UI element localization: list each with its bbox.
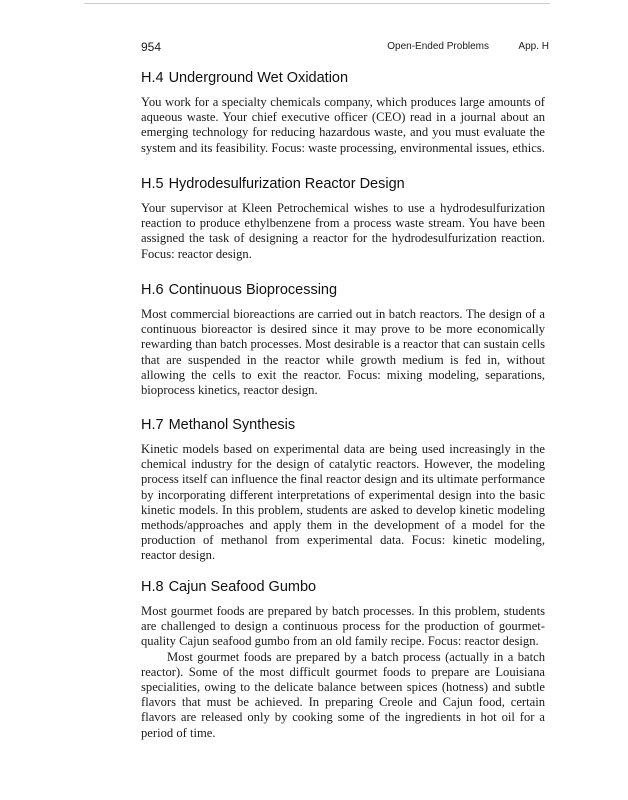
section-number: H.4	[141, 70, 164, 86]
section-heading	[141, 175, 545, 193]
section-number: H.8	[141, 579, 164, 595]
top-rule	[84, 3, 550, 4]
section-paragraph: Most gourmet foods are prepared by batch processes. In this problem, students are challenged to design a continuous process for the production of gourmet-quality Cajun seafood gumbo from an old family recipe. Focus: reactor design.	[141, 604, 545, 649]
section-number: H.6	[141, 282, 164, 298]
section-h6	[141, 281, 545, 398]
section-number: H.5	[141, 176, 164, 192]
section-h8	[141, 578, 545, 741]
section-paragraph: Your supervisor at Kleen Petrochemical wishes to use a hydrodesulfurization reaction to produce ethylbenzene from a process waste stream. You have been assigned the task of designing a reactor for the hydrodesulfurization reaction. Focus: reactor design.	[141, 201, 545, 261]
section-number: H.7	[141, 417, 164, 433]
section-paragraph: Most commercial bioreactions are carried out in batch reactors. The design of a continuous bioreactor is desired since it may prove to be more economically rewarding than batch processes. Most desirable is a reactor that can sustain cells that are suspended in the reactor while growth medium is fed in, without allowing the cells to exit the reactor. Focus: mixing modeling, separations, bioprocess kinetics, reactor design.	[141, 307, 545, 398]
section-paragraph: Most gourmet foods are prepared by a batch process (actually in a batch reactor). Some of the most difficult gourmet foods to prepare are Louisiana specialities, owing to the delicate balance between spices (hotness) and subtle flavors that must be achieved. In preparing Creole and Cajun food, certain flavors are released only by cooking some of the ingredients in hot oil for a period of time.	[141, 649, 545, 740]
section-heading	[141, 281, 545, 299]
section-heading	[141, 578, 545, 596]
section-paragraph: Kinetic models based on experimental data are being used increasingly in the chemical industry for the design of catalytic reactors. However, the modeling process itself can influence the final reactor design and its ultimate performance by incorporating different interpretations of experimental design into the basic kinetic models. In this problem, students are asked to develop kinetic modeling methods/approaches and apply them in the development of a model for the production of methanol from experimental data. Focus: kinetic modeling, reactor design.	[141, 442, 545, 563]
section-title: Cajun Seafood Gumbo	[168, 579, 317, 595]
section-h4	[141, 69, 545, 156]
section-heading	[141, 69, 545, 87]
page-number: 954	[141, 40, 162, 54]
section-title: Methanol Synthesis	[168, 417, 296, 433]
running-head	[141, 40, 549, 56]
chapter-title: Open-Ended Problems	[387, 41, 489, 52]
appendix-label: App. H	[518, 41, 549, 52]
section-heading	[141, 416, 545, 434]
section-paragraph: You work for a specialty chemicals company, which produces large amounts of aqueous waste. Your chief executive officer (CEO) read in a journal about an emerging technology for reducing hazardous waste, and you must evaluate the system and its feasibility. Focus: waste processing, environmental issues, ethics.	[141, 95, 545, 155]
section-title: Hydrodesulfurization Reactor Design	[168, 176, 405, 192]
section-h5	[141, 175, 545, 262]
section-title: Continuous Bioprocessing	[168, 282, 338, 298]
section-h7	[141, 416, 545, 564]
section-title: Underground Wet Oxidation	[168, 70, 349, 86]
